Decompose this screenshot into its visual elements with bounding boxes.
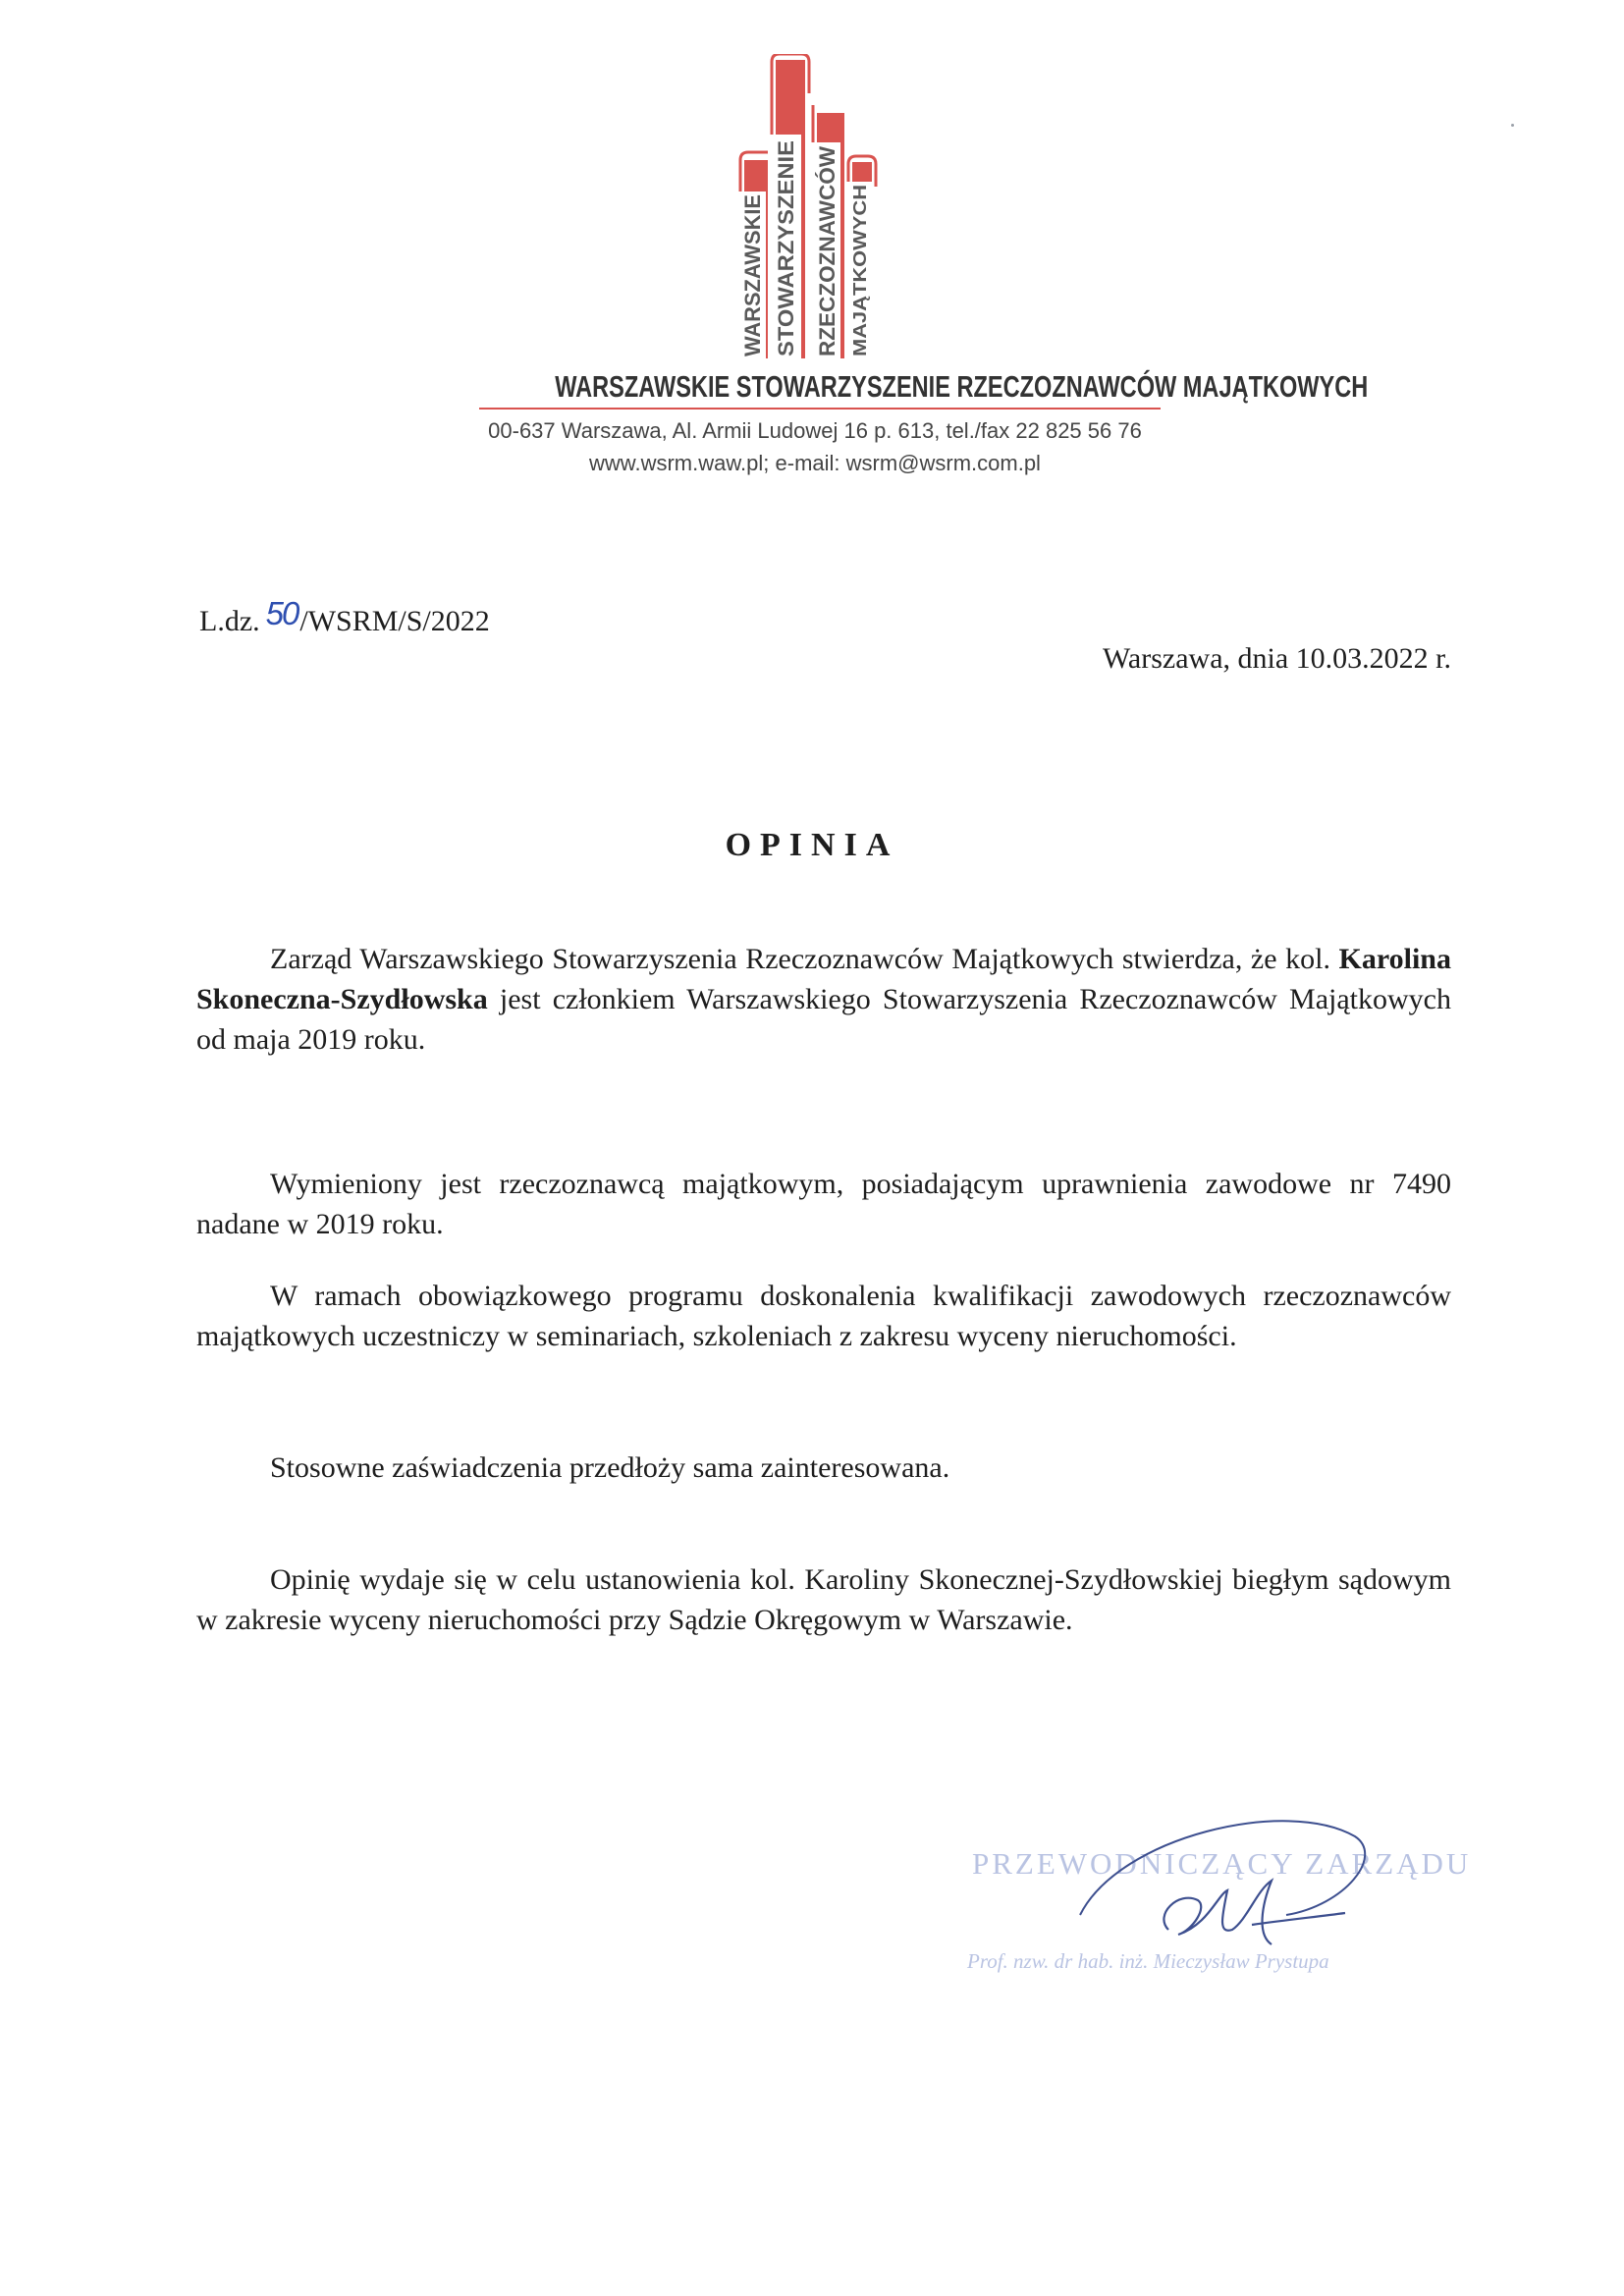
wsrm-logo [727,54,923,363]
paragraph-license-text: Wymieniony jest rzeczoznawcą majątkowym, posiadającym uprawnienia zawodowe nr 7490 nadane w 2019 roku. [196,1168,1451,1240]
organization-address: 00-637 Warszawa, Al. Armii Ludowej 16 p. 613, tel./fax 22 825 56 76 [488,418,1142,443]
letterhead-divider [479,408,1161,410]
paragraph-membership-end: jest członkiem Warszawskiego Stowarzyszenia Rzeczoznawców Majątkowych od maja 2019 roku. [196,983,1451,1056]
date-line: Warszawa, dnia 10.03.2022 r. [1103,642,1451,675]
paragraph-license [196,1164,1451,1244]
scan-speck [1511,124,1514,127]
paragraph-certificates [196,1448,1451,1488]
handwritten-reference-number: 50 [265,595,298,631]
handwritten-signature [1060,1797,1384,1974]
paragraph-purpose-text: Opinię wydaje się w celu ustanowienia kol. Karoliny Skonecznej-Szydłowskiej biegłym sądowym w zakresie wyceny nieruchomości przy Sądzie Okręgowym w Warszawie. [196,1563,1451,1636]
paragraph-certificates-text: Stosowne zaświadczenia przedłoży sama zainteresowana. [270,1451,950,1484]
reference-suffix: /WSRM/S/2022 [299,605,490,637]
logo-word-3: RZECZOZNAWCÓW [815,151,839,356]
logo-word-2: STOWARZYSZENIE [774,156,798,356]
logo-word-1: WARSZAWSKIE [740,192,765,356]
organization-contact: www.wsrm.waw.pl; e-mail: wsrm@wsrm.com.pl [589,451,1041,475]
paragraph-training-text: W ramach obowiązkowego programu doskonalenia kwalifikacji zawodowych rzeczoznawców majątkowych uczestniczy w seminariach, szkoleniach z zakresu wyceny nieruchomości. [196,1280,1451,1352]
paragraph-membership-start: Zarząd Warszawskiego Stowarzyszenia Rzeczoznawców Majątkowych stwierdza, że kol. [270,943,1330,975]
paragraph-training [196,1276,1451,1356]
member-name: Karolina Skoneczna-Szydłowska [196,943,1451,1015]
stamp-name: Prof. nzw. dr hab. inż. Mieczysław Prystupa [967,1949,1329,1973]
organization-name: WARSZAWSKIE STOWARZYSZENIE RZECZOZNAWCÓW MAJĄTKOWYCH [555,369,1369,404]
stamp-title: PRZEWODNICZĄCY ZARZĄDU [972,1846,1472,1881]
reference-number [199,595,490,638]
reference-prefix: L.dz. [199,605,260,637]
paragraph-purpose [196,1559,1451,1640]
document-title: OPINIA [725,827,899,863]
logo-word-4: MAJĄTKOWYCH [850,215,870,356]
paragraph-membership [196,939,1451,1060]
